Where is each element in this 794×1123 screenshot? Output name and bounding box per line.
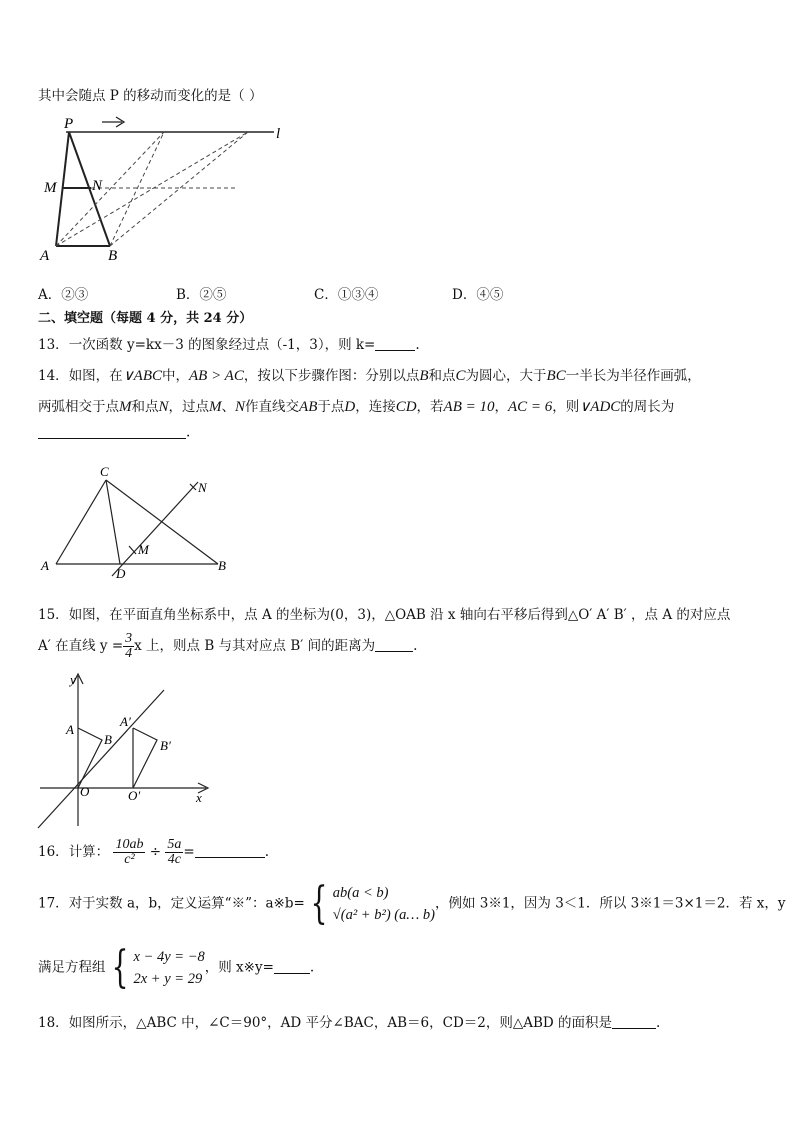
option-d[interactable]: D．④⑤ (452, 287, 504, 303)
label-B: B (104, 732, 112, 747)
equation-system: x − 4y = −8 2x + y = 29 (133, 949, 205, 987)
label-D: D (116, 566, 126, 581)
piecewise-cases: ab(a < b) √(a² + b²) (a… b) (332, 885, 435, 923)
label-l: l (276, 126, 281, 142)
question-14-line3: . (38, 424, 190, 441)
label-O-prime: O′ (128, 788, 141, 803)
question-15-line2: A′ 在直线 y = $\frac{3}{4}$ x 上，则点 B 与其对应点 B′ 间的距离为 . (38, 631, 418, 661)
label-A: A (40, 248, 50, 264)
label-P: P (64, 116, 74, 132)
label-O: O (80, 784, 90, 799)
q14-figure (36, 462, 236, 584)
label-x: x (196, 790, 202, 805)
label-N: N (92, 178, 103, 194)
option-b[interactable]: B．②⑤ (176, 287, 227, 303)
question-16: 16．计算： $\frac{10ab}{\text{c²}}$ ÷ $\frac{5a}{4c}$ = . (38, 837, 269, 867)
label-y: y (70, 672, 76, 687)
q15-figure (36, 670, 216, 834)
q12-figure (36, 112, 296, 264)
answer-blank-14[interactable] (38, 424, 186, 439)
answer-blank-16[interactable] (195, 844, 265, 859)
question-18: 18．如图所示，△ABC 中，∠C＝90°，AD 平分∠BAC，AB＝6，CD＝2，则△ABD 的面积是 . (38, 1015, 661, 1031)
label-M: M (44, 180, 57, 196)
label-A: A (66, 722, 74, 737)
label-A-prime: A′ (120, 714, 131, 729)
label-B: B (218, 558, 226, 573)
question-13: 13．一次函数 y=kx－3 的图象经过点（-1，3），则 k= . (38, 337, 420, 353)
label-M: M (138, 542, 149, 557)
q12-text: 其中会随点 P 的移动而变化的是（ ） (38, 88, 263, 104)
question-15-line1: 15．如图，在平面直角坐标系中，点 A 的坐标为(0，3)，△OAB 沿 x 轴向右平移后得到△O′ A′ B′ ，点 A 的对应点 (38, 607, 731, 623)
option-a[interactable]: A．②③ (38, 287, 89, 303)
label-N: N (198, 480, 207, 495)
label-B-prime: B′ (160, 738, 171, 753)
label-C: C (100, 464, 109, 479)
section-title: 二、填空题（每题 4 分，共 24 分） (38, 311, 253, 326)
question-14-line2: 两弧相交于点M和点N，过点M、N作直线交AB于点D，连接CD，若AB = 10，AC = 6，则∨ADC的周长为 (38, 399, 675, 415)
question-17-line1: 17．对于实数 a，b，定义运算“※”：a※b= { ab(a < b) √(a² + b²) (a… b) ，例如 3※1，因为 3＜1．所以 3※1＝3×1＝2．若 x，y (38, 878, 786, 929)
label-A: A (41, 558, 49, 573)
answer-blank-15[interactable] (375, 638, 413, 653)
question-14-line1: 14．如图，在∨ABC中，AB > AC，按以下步骤作图：分别以点B和点C为圆心，大于BC一半长为半径作画弧， (38, 368, 701, 384)
question-17-line2: 满足方程组 { x − 4y = −8 2x + y = 29 ，则 x※y= . (38, 942, 315, 993)
fraction-3-4: $\frac{3}{4}$ (125, 631, 133, 661)
answer-blank-13[interactable] (375, 337, 415, 352)
answer-blank-17[interactable] (274, 959, 310, 974)
answer-blank-18[interactable] (612, 1015, 656, 1030)
label-B: B (108, 248, 118, 264)
option-c[interactable]: C．①③④ (314, 287, 379, 303)
